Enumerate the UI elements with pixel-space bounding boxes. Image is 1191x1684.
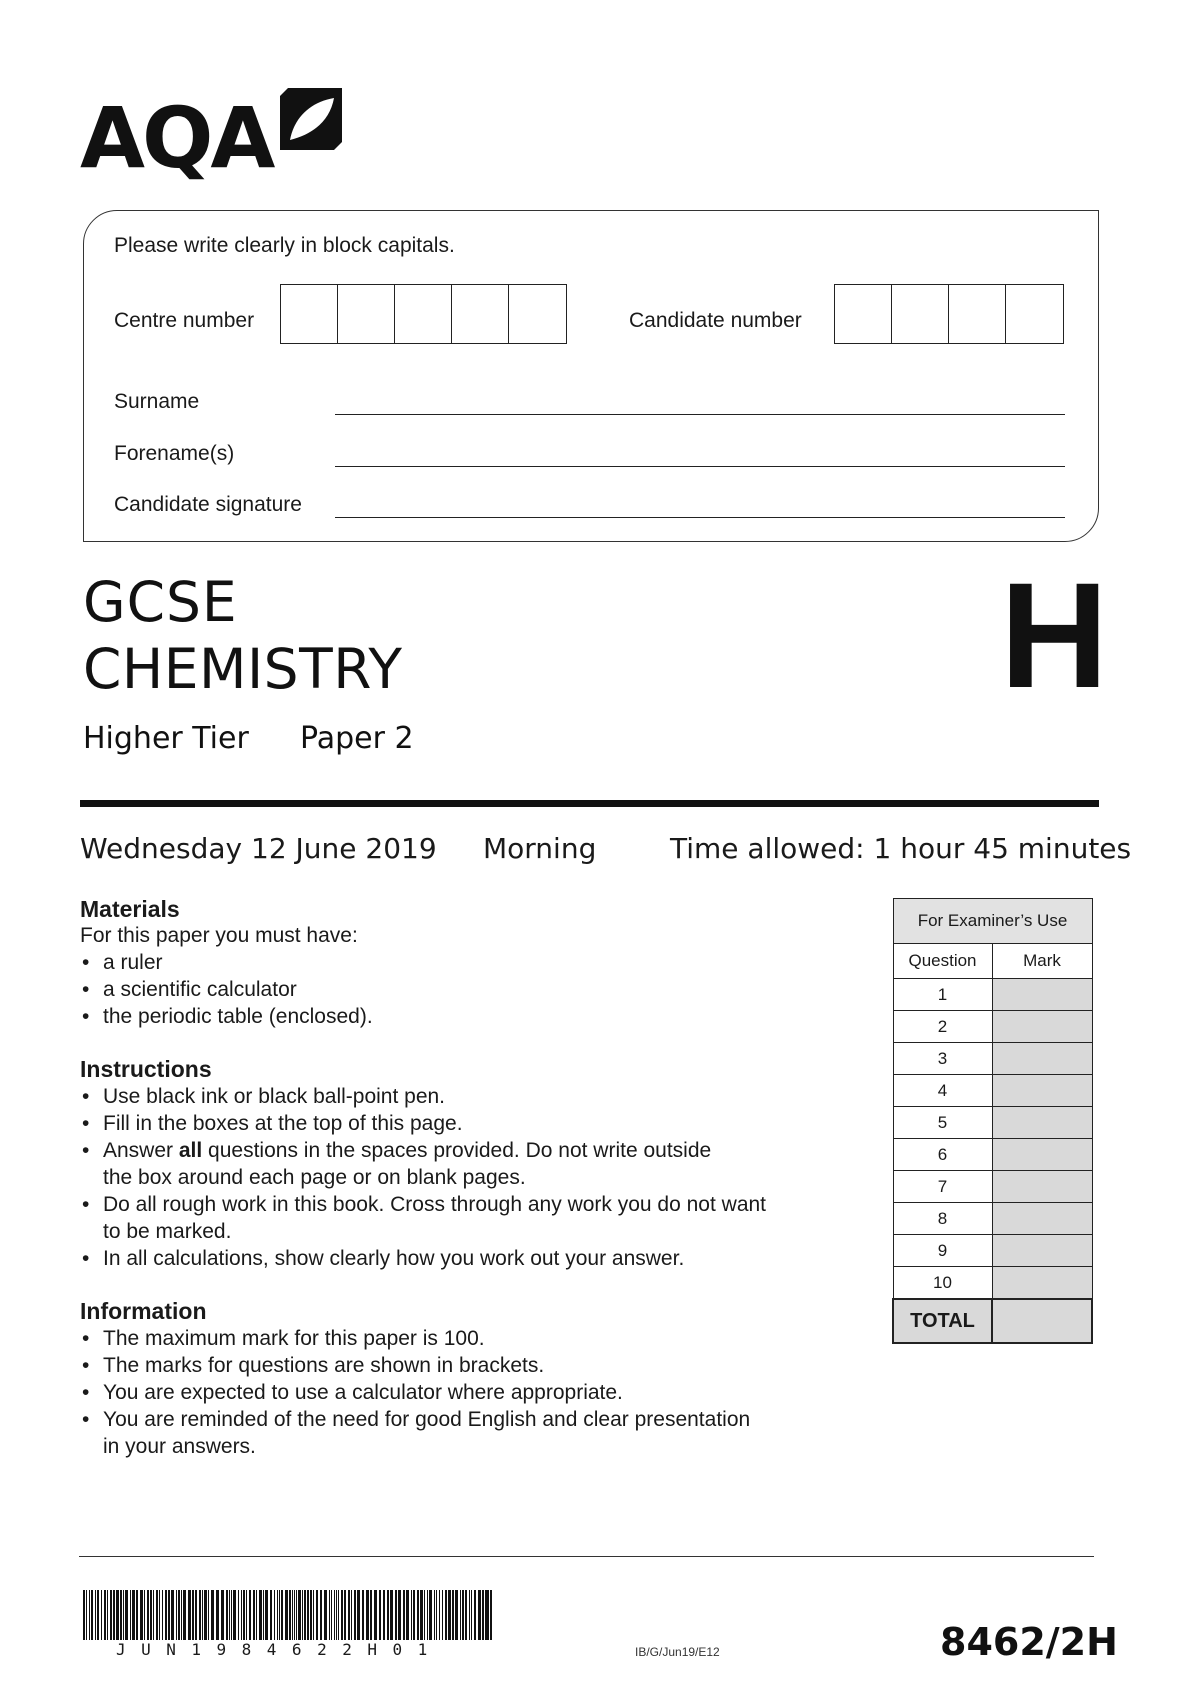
table-row bbox=[893, 979, 1092, 1011]
digit-box[interactable] bbox=[835, 285, 892, 343]
footer-divider bbox=[79, 1556, 1094, 1557]
list-item: • The maximum mark for this paper is 100. bbox=[80, 1325, 750, 1352]
tier-label: Higher Tier bbox=[83, 721, 249, 756]
candidate-number-boxes[interactable] bbox=[834, 284, 1064, 344]
mark-cell[interactable] bbox=[992, 1267, 1092, 1300]
paper-code: 8462/2H bbox=[940, 1620, 1118, 1664]
question-number: 10 bbox=[893, 1267, 992, 1300]
exam-session: Morning bbox=[483, 832, 597, 865]
digit-box[interactable] bbox=[949, 285, 1006, 343]
surname-label: Surname bbox=[114, 390, 200, 413]
materials-list bbox=[80, 949, 373, 1030]
digit-box[interactable] bbox=[452, 285, 509, 343]
list-item: • In all calculations, show clearly how you work out your answer. bbox=[80, 1245, 766, 1272]
signature-label: Candidate signature bbox=[114, 493, 302, 516]
table-row bbox=[893, 1203, 1092, 1235]
subject-title: CHEMISTRY bbox=[83, 637, 403, 701]
digit-box[interactable] bbox=[1006, 285, 1063, 343]
total-row bbox=[893, 1299, 1092, 1343]
instructions-list bbox=[80, 1083, 766, 1272]
block-capitals-instruction: Please write clearly in block capitals. bbox=[114, 234, 455, 257]
digit-box[interactable] bbox=[338, 285, 395, 343]
list-item-line: the box around each page or on blank pages. bbox=[103, 1166, 526, 1189]
information-heading: Information bbox=[80, 1298, 207, 1324]
logo-text: AQA bbox=[80, 89, 273, 187]
list-item: • Fill in the boxes at the top of this page. bbox=[80, 1110, 766, 1137]
list-item-line: in your answers. bbox=[103, 1435, 256, 1458]
mark-cell[interactable] bbox=[992, 1043, 1092, 1075]
information-list bbox=[80, 1325, 750, 1460]
list-item: • You are expected to use a calculator where appropriate. bbox=[80, 1379, 750, 1406]
list-item: • The marks for questions are shown in brackets. bbox=[80, 1352, 750, 1379]
table-row bbox=[893, 1171, 1092, 1203]
examiner-table-title: For Examiner’s Use bbox=[893, 899, 1092, 944]
question-number: 8 bbox=[893, 1203, 992, 1235]
list-item bbox=[80, 1137, 766, 1191]
forename-label: Forename(s) bbox=[114, 442, 235, 465]
digit-box[interactable] bbox=[509, 285, 566, 343]
header-divider bbox=[80, 800, 1099, 807]
mark-cell[interactable] bbox=[992, 1171, 1092, 1203]
paper-label: Paper 2 bbox=[300, 721, 414, 756]
total-label: TOTAL bbox=[893, 1299, 992, 1343]
mark-cell[interactable] bbox=[992, 1075, 1092, 1107]
document-reference: IB/G/Jun19/E12 bbox=[635, 1645, 720, 1659]
mark-cell[interactable] bbox=[992, 1235, 1092, 1267]
list-item-line: • Answer all questions in the spaces provided. Do not write outside bbox=[103, 1139, 712, 1162]
barcode-image bbox=[83, 1590, 495, 1645]
mark-cell[interactable] bbox=[992, 1107, 1092, 1139]
examiner-use-table bbox=[892, 898, 1093, 1344]
table-row bbox=[893, 1235, 1092, 1267]
signature-field[interactable] bbox=[335, 517, 1065, 518]
tier-letter: H bbox=[1000, 551, 1109, 719]
aqa-logo bbox=[80, 88, 350, 188]
question-number: 7 bbox=[893, 1171, 992, 1203]
question-number: 5 bbox=[893, 1107, 992, 1139]
leaf-icon bbox=[280, 88, 342, 150]
mark-column-header: Mark bbox=[992, 944, 1092, 979]
list-item: • the periodic table (enclosed). bbox=[80, 1003, 373, 1030]
mark-cell[interactable] bbox=[992, 1139, 1092, 1171]
list-item: • Use black ink or black ball-point pen. bbox=[80, 1083, 766, 1110]
question-number: 6 bbox=[893, 1139, 992, 1171]
list-item: • a ruler bbox=[80, 949, 373, 976]
question-number: 9 bbox=[893, 1235, 992, 1267]
table-row bbox=[893, 1107, 1092, 1139]
forename-field[interactable] bbox=[335, 466, 1065, 467]
question-number: 2 bbox=[893, 1011, 992, 1043]
list-item: • a scientific calculator bbox=[80, 976, 373, 1003]
qualification-title: GCSE bbox=[83, 570, 238, 634]
list-item-line: • You are reminded of the need for good English and clear presentation bbox=[103, 1408, 751, 1431]
materials-intro: For this paper you must have: bbox=[80, 924, 358, 947]
mark-cell[interactable] bbox=[992, 1011, 1092, 1043]
question-number: 3 bbox=[893, 1043, 992, 1075]
digit-box[interactable] bbox=[281, 285, 338, 343]
table-row bbox=[893, 1011, 1092, 1043]
exam-date: Wednesday 12 June 2019 bbox=[80, 832, 437, 865]
materials-heading: Materials bbox=[80, 896, 180, 922]
table-row bbox=[893, 1075, 1092, 1107]
list-item bbox=[80, 1191, 766, 1245]
list-item-line: • Do all rough work in this book. Cross through any work you do not want bbox=[103, 1193, 767, 1216]
centre-number-boxes[interactable] bbox=[280, 284, 567, 344]
mark-cell[interactable] bbox=[992, 979, 1092, 1011]
table-row bbox=[893, 1043, 1092, 1075]
table-row bbox=[893, 1139, 1092, 1171]
question-number: 4 bbox=[893, 1075, 992, 1107]
mark-cell[interactable] bbox=[992, 1203, 1092, 1235]
question-number: 1 bbox=[893, 979, 992, 1011]
instructions-heading: Instructions bbox=[80, 1056, 212, 1082]
total-mark-cell[interactable] bbox=[992, 1299, 1092, 1343]
list-item-line: to be marked. bbox=[103, 1220, 232, 1243]
digit-box[interactable] bbox=[892, 285, 949, 343]
question-column-header: Question bbox=[893, 944, 992, 979]
centre-number-label: Centre number bbox=[114, 309, 255, 332]
time-allowed: Time allowed: 1 hour 45 minutes bbox=[670, 832, 1132, 865]
surname-field[interactable] bbox=[335, 414, 1065, 415]
candidate-number-label: Candidate number bbox=[629, 309, 802, 332]
barcode-text: JUN1984622H01 bbox=[116, 1640, 443, 1659]
digit-box[interactable] bbox=[395, 285, 452, 343]
table-row bbox=[893, 1267, 1092, 1300]
list-item bbox=[80, 1406, 750, 1460]
